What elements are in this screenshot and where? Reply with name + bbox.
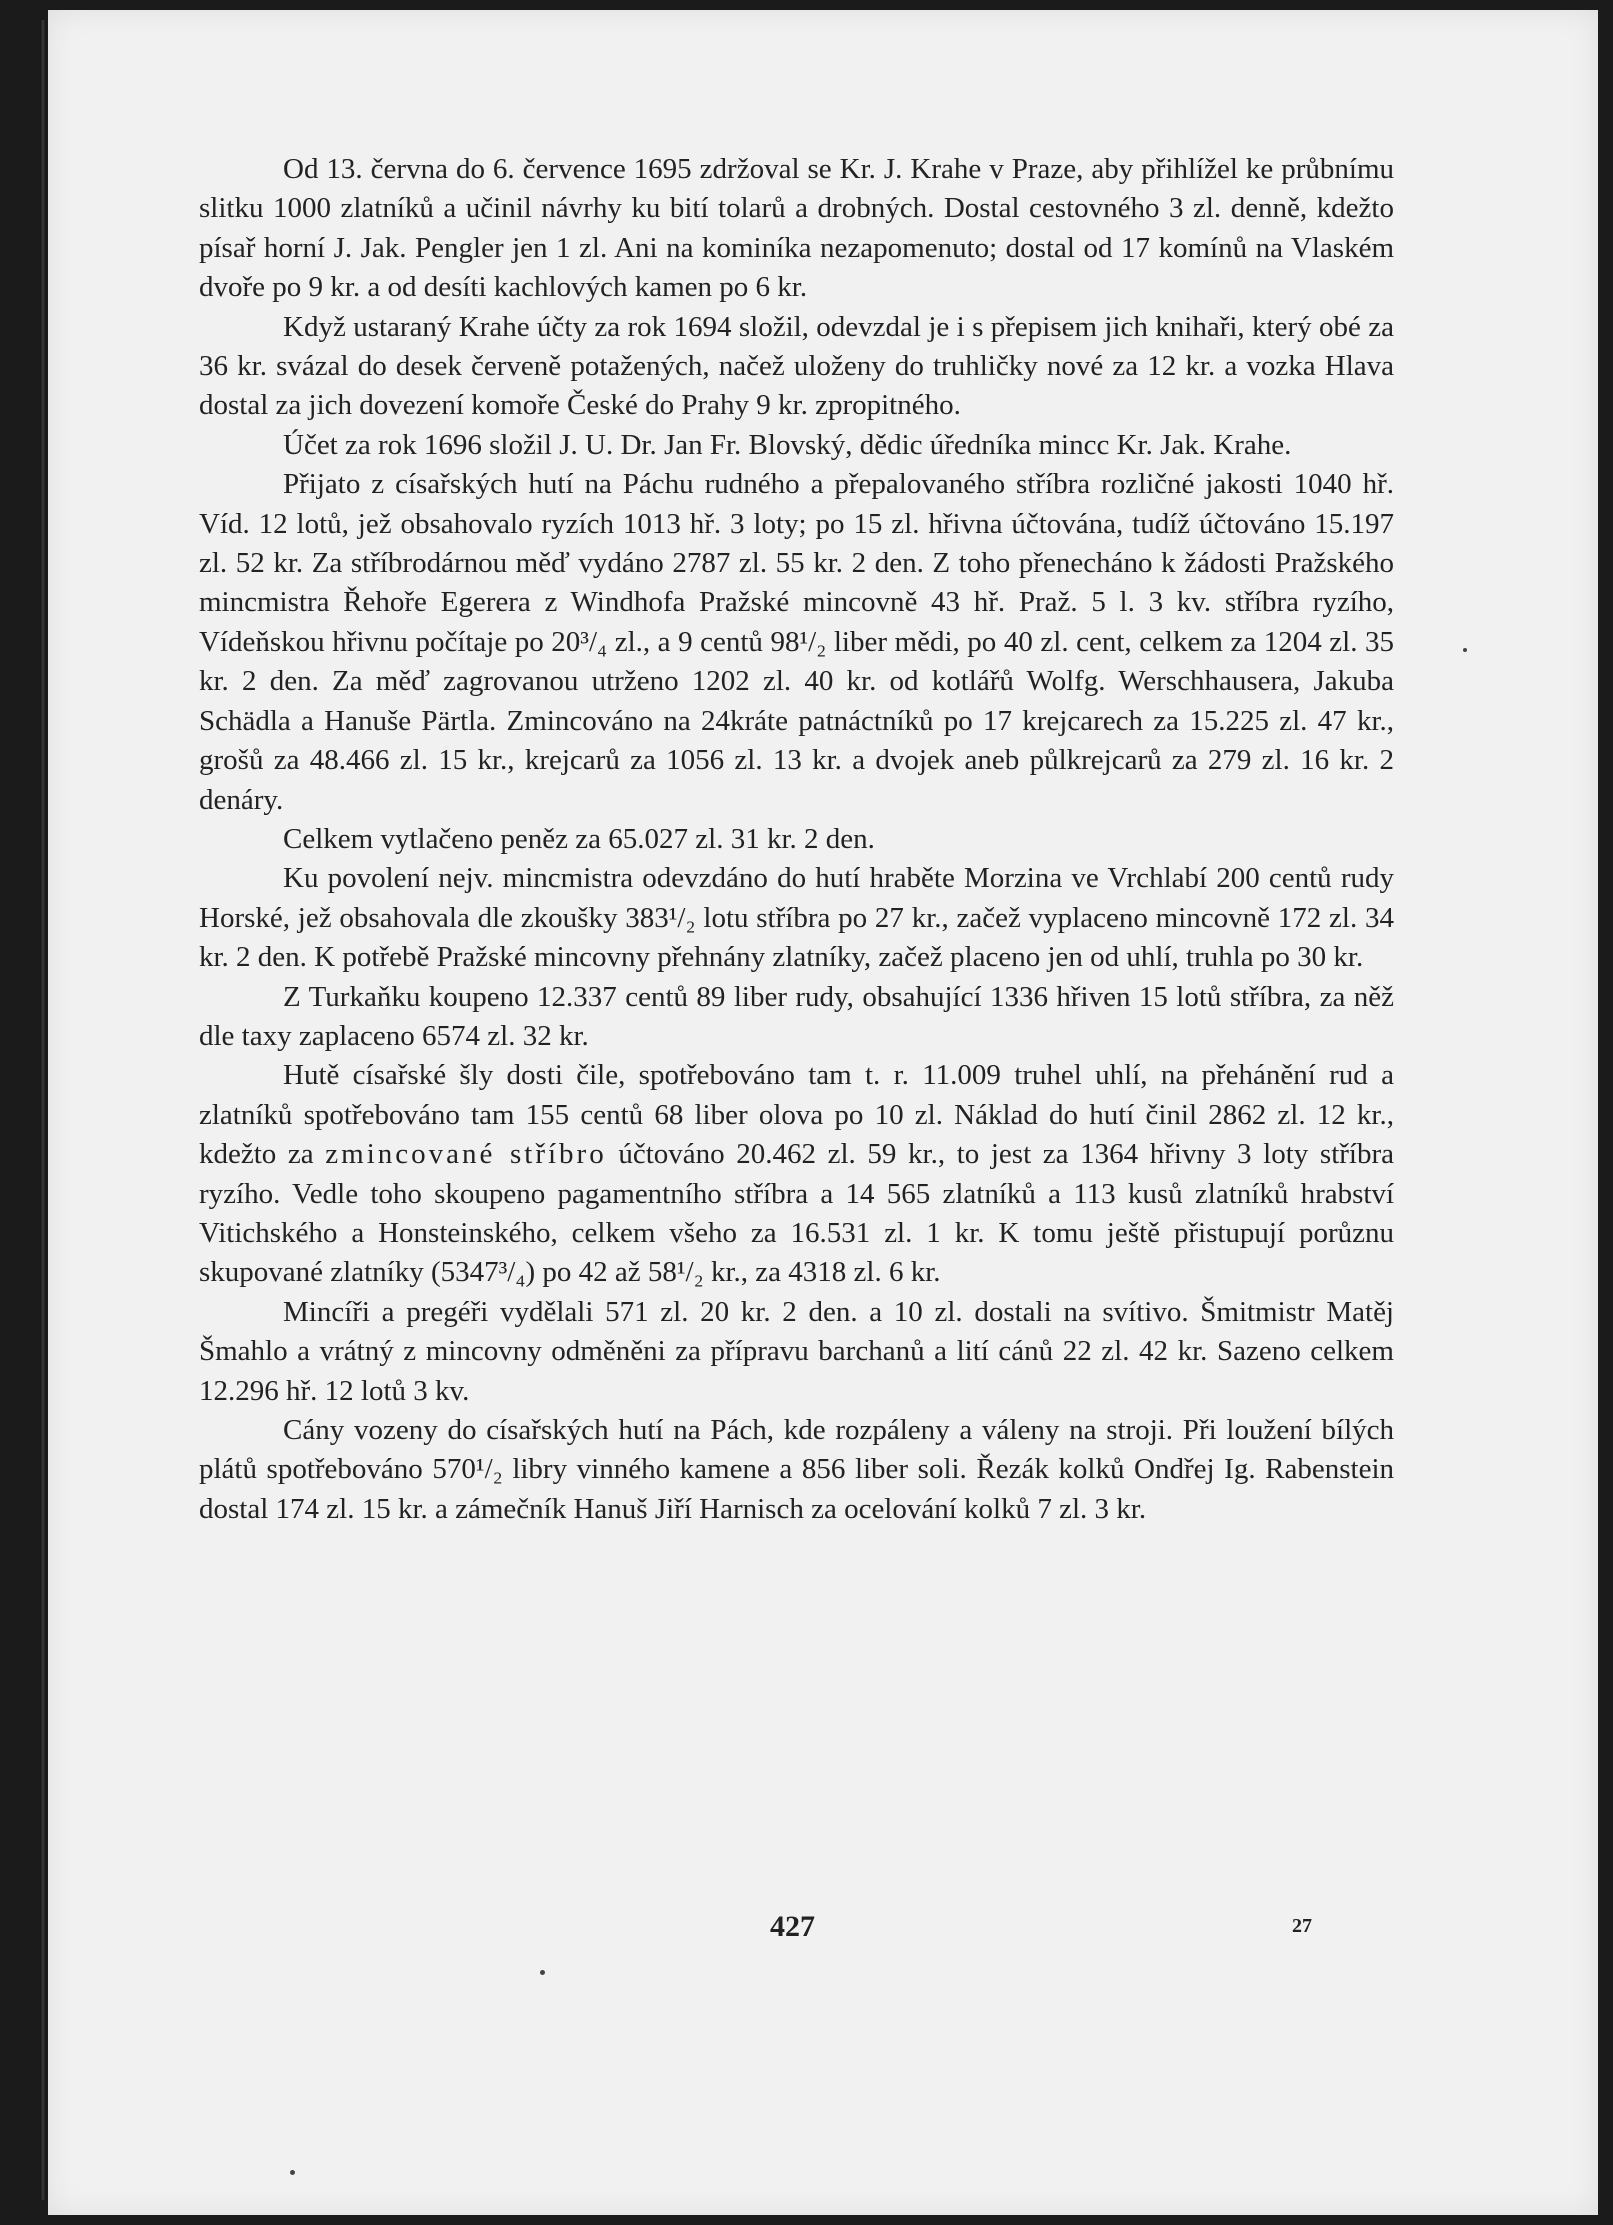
dust-speck <box>290 2170 295 2175</box>
paragraph-6: Ku povolení nejv. mincmistra odevzdáno do hutí hraběte Morzina ve Vrchlabí 200 centů rudy Horské, jež obsahovala dle zkoušky 383¹/₂ lotu stříbra po 27 kr., začež vyplaceno mincovně 172 zl. 34 kr. 2 den. K potřebě Pražské mincovny přehnány zlatníky, začež placeno jen od uhlí, truhla po 30 kr. <box>199 862 1394 974</box>
paragraph-8-after: účtováno 20.462 zl. 59 kr., to jest za 1364 hřivny 3 loty stříbra ryzího. Vedle toho skoupeno pagamentního stříbra a 14 565 zlatníků a 113 kusů zlatníků hrabství Vitichského a Honsteinského, celkem všeho za 16.531 zl. 1 kr. K tomu ještě přistupují porůznu skupované zlatníky (5347³/₄) po 42 až 58¹/₂ kr., za 4318 zl. 6 kr. <box>199 1138 1394 1289</box>
paragraph-10: Cány vozeny do císařských hutí na Pách, kde rozpáleny a váleny na stroji. Při loužení bílých plátů spotřebováno 570¹/₂ libry vinného kamene a 856 liber soli. Řezák kolků Ondřej Ig. Rabenstein dostal 174 zl. 15 kr. a zámečník Hanuš Jiří Harnisch za ocelování kolků 7 zl. 3 kr. <box>199 1414 1394 1525</box>
body-text <box>199 150 1394 1529</box>
dust-speck <box>540 1970 545 1975</box>
page-number: 427 <box>770 1910 815 1943</box>
paragraph-1: Od 13. června do 6. července 1695 zdržoval se Kr. J. Krahe v Praze, aby přihlížel ke průbnímu slitku 1000 zlatníků a učinil návrhy ku bití tolarů a drobných. Dostal cestovného 3 zl. denně, kdežto písař horní J. Jak. Pengler jen 1 zl. Ani na kominíka nezapomenuto; dostal od 17 komínů na Vlaském dvoře po 9 kr. a od desíti kachlových kamen po 6 kr. <box>199 153 1394 304</box>
paragraph-2: Když ustaraný Krahe účty za rok 1694 složil, odevzdal je i s přepisem jich knihaři, který obé za 36 kr. svázal do desek červeně potažených, načež uloženy do truhličky nové za 12 kr. a vozka Hlava dostal za jich dovezení komoře České do Prahy 9 kr. zpropitného. <box>199 310 1394 422</box>
spaced-emphasis: zmincované stříbro <box>325 1138 607 1171</box>
paragraph-9: Mincíři a pregéři vydělali 571 zl. 20 kr. 2 den. a 10 zl. dostali na svítivo. Šmitmistr Matěj Šmahlo a vrátný z mincovny odměněni za přípravu barchanů a lití cánů 22 zl. 42 kr. Sazeno celkem 12.296 hř. 12 lotů 3 kv. <box>199 1295 1394 1407</box>
paragraph-5: Celkem vytlačeno peněz za 65.027 zl. 31 kr. 2 den. <box>283 822 875 855</box>
paragraph-3: Účet za rok 1696 složil J. U. Dr. Jan Fr. Blovský, dědic úředníka mincc Kr. Jak. Krahe. <box>283 428 1292 461</box>
paragraph-8-before: Hutě císařské šly dosti čile, spotřebováno tam t. r. 11.009 truhel uhlí, na přehánění rud a zlatníků spotřebováno tam 155 centů 68 liber olova po 10 zl. Náklad do hutí činil 2862 zl. 12 kr., kdežto za <box>199 1059 1394 1171</box>
dust-speck <box>1463 648 1467 652</box>
paragraph-8 <box>199 1056 1394 1292</box>
book-spine <box>40 20 46 2200</box>
paragraph-7: Z Turkaňku koupeno 12.337 centů 89 liber rudy, obsahující 1336 hřiven 15 lotů stříbra, za něž dle taxy zaplaceno 6574 zl. 32 kr. <box>199 980 1394 1052</box>
signature-mark: 27 <box>1292 1915 1312 1937</box>
paragraph-4: Přijato z císařských hutí na Páchu rudného a přepalovaného stříbra rozličné jakosti 1040 hř. Víd. 12 lotů, jež obsahovalo ryzích 1013 hř. 3 loty; po 15 zl. hřivna účtována, tudíž účtováno 15.197 zl. 52 kr. Za stříbrodárnou měď vydáno 2787 zl. 55 kr. 2 den. Z toho přenecháno k žádosti Pražského mincmistra Řehoře Egerera z Windhofa Pražské mincovně 43 hř. Praž. 5 l. 3 kv. stříbra ryzího, Vídeňskou hřivnu počítaje po 20³/₄ zl., a 9 centů 98¹/₂ liber mědi, po 40 zl. cent, celkem za 1204 zl. 35 kr. 2 den. Za měď zagrovanou utrženo 1202 zl. 40 kr. od kotlářů Wolfg. Werschhausera, Jakuba Schädla a Hanuše Pärtla. Zmincováno na 24kráte patnáctníků po 17 krejcarech za 15.225 zl. 47 kr., grošů za 48.466 zl. 15 kr., krejcarů za 1056 zl. 13 kr. a dvojek aneb půlkrejcarů za 279 zl. 16 kr. 2 denáry. <box>199 468 1394 816</box>
